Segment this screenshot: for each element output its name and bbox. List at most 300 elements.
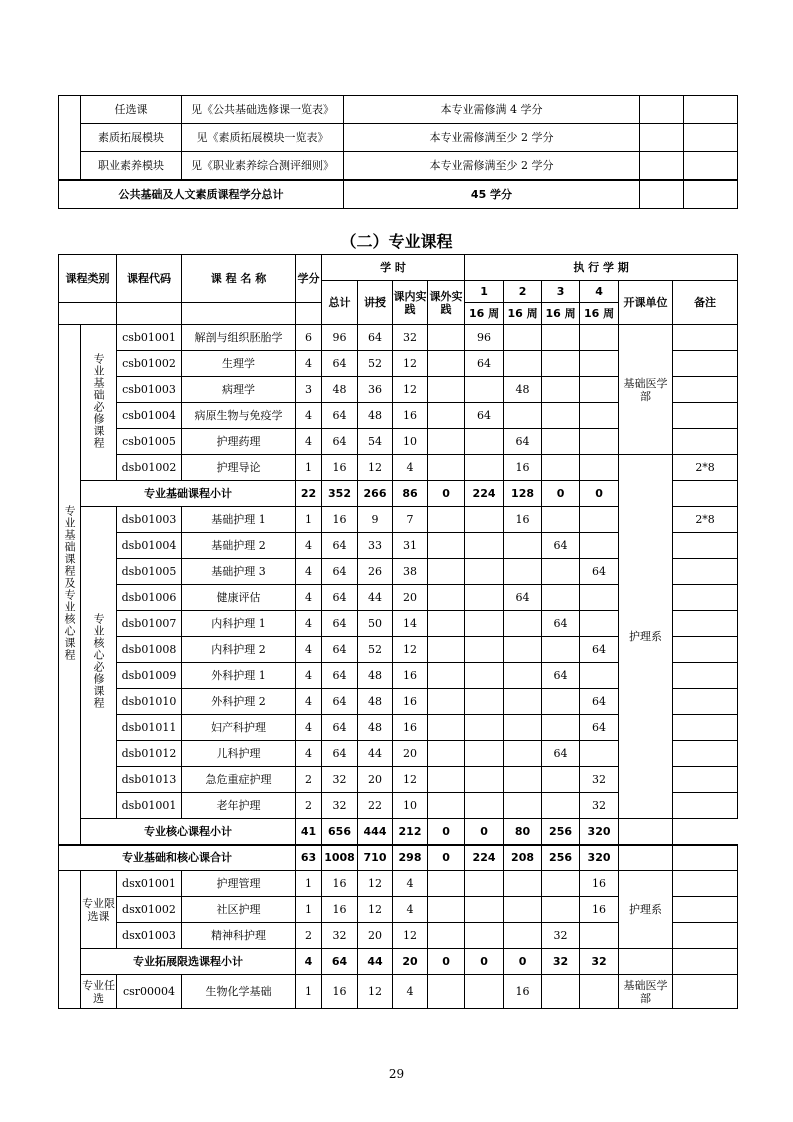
cell-pout (428, 429, 465, 455)
cell-pout (428, 611, 465, 637)
credit-requirement: 本专业需修满至少 2 学分 (344, 124, 640, 152)
credit-requirement: 本专业需修满至少 2 学分 (344, 152, 640, 181)
cell-pout (428, 377, 465, 403)
cell-lec: 44 (358, 741, 393, 767)
cell-s2: 16 (504, 507, 542, 533)
cell-tot: 64 (322, 585, 358, 611)
cell-s4 (580, 663, 619, 689)
dept-basic-med-2: 基础医学部 (619, 975, 673, 1009)
cell-lec: 12 (358, 897, 393, 923)
subtotal-lec: 710 (358, 845, 393, 871)
cell-s2 (504, 663, 542, 689)
cell-s4 (580, 325, 619, 351)
cell-code: dsb01006 (117, 585, 182, 611)
cell-lec: 22 (358, 793, 393, 819)
cell-pout (428, 559, 465, 585)
cell-code: dsb01011 (117, 715, 182, 741)
table-cell (673, 845, 738, 871)
cell-s2 (504, 767, 542, 793)
cell-s3 (542, 351, 580, 377)
cell-code: dsb01008 (117, 637, 182, 663)
cell-name: 病原生物与免疫学 (182, 403, 296, 429)
cell-s4 (580, 533, 619, 559)
subtotal-cr: 4 (296, 949, 322, 975)
cell-tot: 64 (322, 689, 358, 715)
cell-pout (428, 637, 465, 663)
cell-pout (428, 455, 465, 481)
header-code: 课程代码 (117, 255, 182, 303)
cell-lec: 52 (358, 351, 393, 377)
header-hours: 学 时 (322, 255, 465, 281)
header-weeks: 16 周 (580, 303, 619, 325)
table-row (59, 949, 738, 975)
cell-s1: 64 (465, 403, 504, 429)
cell-name: 外科护理 2 (182, 689, 296, 715)
cell-s2: 48 (504, 377, 542, 403)
cell-pin: 16 (393, 689, 428, 715)
cell-lec: 48 (358, 689, 393, 715)
subtotal-s3: 256 (542, 845, 580, 871)
cell-cr: 1 (296, 975, 322, 1009)
cell-note (673, 767, 738, 793)
cell-s3 (542, 767, 580, 793)
cell-name: 解剖与组织胚胎学 (182, 325, 296, 351)
cell-s3 (542, 897, 580, 923)
cell-note (673, 637, 738, 663)
group-limited-label: 专业限选课 (82, 896, 115, 923)
cell-name: 健康评估 (182, 585, 296, 611)
group-elective-label: 专业任选 (82, 978, 115, 1005)
cell-s3 (542, 377, 580, 403)
cell-tot: 32 (322, 793, 358, 819)
cell-s2 (504, 637, 542, 663)
cell-s2: 16 (504, 975, 542, 1009)
cell-s3: 64 (542, 533, 580, 559)
cell-code: dsb01012 (117, 741, 182, 767)
cell-s4 (580, 455, 619, 481)
cell-note (673, 403, 738, 429)
cell-s1 (465, 429, 504, 455)
cell-pout (428, 975, 465, 1009)
cell-name: 儿科护理 (182, 741, 296, 767)
cell-lec: 9 (358, 507, 393, 533)
cell-pin: 12 (393, 377, 428, 403)
table-row (59, 96, 738, 124)
cell-code: csr00004 (117, 975, 182, 1009)
course-table (58, 254, 738, 1009)
page-number: 29 (388, 1067, 405, 1081)
cell-s2 (504, 923, 542, 949)
cell-s2 (504, 611, 542, 637)
cell-cr: 6 (296, 325, 322, 351)
cell-code: dsb01010 (117, 689, 182, 715)
cell-name: 社区护理 (182, 897, 296, 923)
cell-note (673, 663, 738, 689)
cell-pout (428, 325, 465, 351)
cell-name: 精神科护理 (182, 923, 296, 949)
cell-pin: 12 (393, 637, 428, 663)
cell-pin: 16 (393, 403, 428, 429)
combined-total-label: 专业基础和核心课合计 (59, 845, 296, 871)
cell-pout (428, 897, 465, 923)
cell-tot: 64 (322, 715, 358, 741)
table-cell (59, 303, 117, 325)
cell-s2 (504, 559, 542, 585)
cell-cr: 4 (296, 663, 322, 689)
subtotal-pout: 0 (428, 481, 465, 507)
cell-pin: 20 (393, 585, 428, 611)
subtotal-pout: 0 (428, 949, 465, 975)
cell-s1 (465, 741, 504, 767)
cell-s1 (465, 507, 504, 533)
cell-tot: 16 (322, 897, 358, 923)
subtotal-s2: 0 (504, 949, 542, 975)
table-row (59, 455, 738, 481)
cell-pin: 20 (393, 741, 428, 767)
header-notes: 备注 (673, 281, 738, 325)
cell-s4 (580, 611, 619, 637)
table-row (59, 325, 738, 351)
cell-s4 (580, 741, 619, 767)
cell-s1 (465, 871, 504, 897)
cell-s3 (542, 325, 580, 351)
subtotal-pin: 86 (393, 481, 428, 507)
cell-tot: 64 (322, 429, 358, 455)
cell-lec: 26 (358, 559, 393, 585)
cell-cr: 4 (296, 637, 322, 663)
cell-s2 (504, 351, 542, 377)
outer-category-2 (59, 871, 81, 1009)
subtotal-tot: 1008 (322, 845, 358, 871)
cell-note (673, 715, 738, 741)
cell-pout (428, 793, 465, 819)
cell-s4 (580, 507, 619, 533)
cell-s3 (542, 403, 580, 429)
cell-cr: 4 (296, 559, 322, 585)
cell-note (673, 923, 738, 949)
table-row (59, 255, 738, 281)
table-row (59, 152, 738, 181)
subtotal-s4: 32 (580, 949, 619, 975)
cell-tot: 64 (322, 351, 358, 377)
limited-subtotal-label: 专业拓展限选课程小计 (81, 949, 296, 975)
cell-s3: 32 (542, 923, 580, 949)
cell-pin: 4 (393, 455, 428, 481)
cell-cr: 4 (296, 533, 322, 559)
subtotal-tot: 656 (322, 819, 358, 845)
cell-s4: 32 (580, 767, 619, 793)
cell-cr: 2 (296, 923, 322, 949)
cell-lec: 36 (358, 377, 393, 403)
cell-tot: 64 (322, 559, 358, 585)
cell-note (673, 741, 738, 767)
cell-cr: 1 (296, 871, 322, 897)
cell-s3 (542, 689, 580, 715)
subtotal-s1: 224 (465, 845, 504, 871)
cell-tot: 16 (322, 975, 358, 1009)
cell-s4: 64 (580, 559, 619, 585)
group-basic (81, 325, 117, 481)
cell-s1 (465, 455, 504, 481)
cell-code: dsb01004 (117, 533, 182, 559)
cell-pin: 38 (393, 559, 428, 585)
cell-pin: 4 (393, 871, 428, 897)
subtotal-s2: 80 (504, 819, 542, 845)
header-semester: 1 (465, 281, 504, 303)
header-semester: 4 (580, 281, 619, 303)
cell-pin: 12 (393, 351, 428, 377)
subtotal-lec: 444 (358, 819, 393, 845)
cell-code: dsb01001 (117, 793, 182, 819)
header-practice-in: 课内实践 (393, 281, 428, 325)
cell-pin: 10 (393, 429, 428, 455)
cell-pout (428, 663, 465, 689)
dept-nursing: 护理系 (619, 455, 673, 819)
credit-requirement: 本专业需修满 4 学分 (344, 96, 640, 124)
course-reference: 见《公共基础选修课一览表》 (182, 96, 344, 124)
cell-lec: 52 (358, 637, 393, 663)
cell-note (673, 611, 738, 637)
cell-cr: 4 (296, 585, 322, 611)
subtotal-cr: 22 (296, 481, 322, 507)
cell-cr: 1 (296, 507, 322, 533)
subtotal-s1: 0 (465, 819, 504, 845)
cell-pout (428, 767, 465, 793)
table-cell (619, 845, 673, 871)
cell-name: 生物化学基础 (182, 975, 296, 1009)
table-cell (619, 949, 673, 975)
cell-s3: 64 (542, 611, 580, 637)
cell-name: 外科护理 1 (182, 663, 296, 689)
cell-note (673, 897, 738, 923)
cell-s1: 96 (465, 325, 504, 351)
table-cell (296, 303, 322, 325)
subtotal-s2: 208 (504, 845, 542, 871)
cell-note (673, 871, 738, 897)
cell-s3 (542, 637, 580, 663)
subtotal-s4: 320 (580, 819, 619, 845)
header-total: 总计 (322, 281, 358, 325)
cell-s1 (465, 975, 504, 1009)
cell-s4 (580, 351, 619, 377)
cell-cr: 4 (296, 429, 322, 455)
cell-note (673, 377, 738, 403)
table-row (59, 819, 738, 845)
cell-cr: 4 (296, 715, 322, 741)
header-practice-out: 课外实践 (428, 281, 465, 325)
cell-s2 (504, 715, 542, 741)
course-reference: 见《素质拓展模块一览表》 (182, 124, 344, 152)
cell-pout (428, 871, 465, 897)
cell-pout (428, 923, 465, 949)
cell-pin: 32 (393, 325, 428, 351)
cell-s3: 64 (542, 663, 580, 689)
cell-tot: 64 (322, 533, 358, 559)
dept-basic-med: 基础医学部 (619, 325, 673, 455)
cell-s1 (465, 377, 504, 403)
group-core (81, 507, 117, 819)
group-core-label: 专业核心必修课程 (92, 613, 105, 709)
cell-code: dsb01013 (117, 767, 182, 793)
cell-s1 (465, 767, 504, 793)
cell-tot: 64 (322, 741, 358, 767)
table-cell (673, 949, 738, 975)
cell-pout (428, 533, 465, 559)
cell-name: 基础护理 3 (182, 559, 296, 585)
table-row (59, 975, 738, 1009)
header-schedule: 执 行 学 期 (465, 255, 738, 281)
cell-tot: 96 (322, 325, 358, 351)
cell-s4: 64 (580, 637, 619, 663)
cell-name: 老年护理 (182, 793, 296, 819)
cell-tot: 64 (322, 403, 358, 429)
cell-s2: 64 (504, 585, 542, 611)
cell-code: csb01003 (117, 377, 182, 403)
cell-s3 (542, 975, 580, 1009)
cell-s2 (504, 325, 542, 351)
cell-note (673, 429, 738, 455)
table-cell (673, 481, 738, 507)
cell-tot: 32 (322, 767, 358, 793)
cell-lec: 20 (358, 767, 393, 793)
cell-lec: 12 (358, 871, 393, 897)
cell-s2: 64 (504, 429, 542, 455)
cell-s3 (542, 793, 580, 819)
cell-note: 2*8 (673, 455, 738, 481)
subtotal-pin: 298 (393, 845, 428, 871)
basic-subtotal-label: 专业基础课程小计 (81, 481, 296, 507)
group-basic-label: 专业基础必修课程 (92, 352, 105, 449)
cell-code: dsx01001 (117, 871, 182, 897)
cell-tot: 64 (322, 611, 358, 637)
subtotal-s1: 0 (465, 949, 504, 975)
subtotal-cr: 41 (296, 819, 322, 845)
cell-note (673, 533, 738, 559)
cell-pout (428, 351, 465, 377)
section-title: （二）专业课程 (340, 232, 453, 251)
cell-pin: 7 (393, 507, 428, 533)
table-row (59, 871, 738, 897)
course-type: 职业素养模块 (81, 152, 182, 181)
table-cell (619, 819, 673, 845)
cell-s4 (580, 377, 619, 403)
cell-s3 (542, 715, 580, 741)
subtotal-pin: 212 (393, 819, 428, 845)
cell-s3 (542, 507, 580, 533)
cell-s4: 64 (580, 689, 619, 715)
cell-code: dsb01005 (117, 559, 182, 585)
header-credits: 学分 (296, 255, 322, 303)
cell-code: dsx01003 (117, 923, 182, 949)
cell-code: dsb01002 (117, 455, 182, 481)
course-reference: 见《职业素养综合测评细则》 (182, 152, 344, 181)
subtotal-lec: 266 (358, 481, 393, 507)
table-cell (182, 303, 296, 325)
cell-s3 (542, 871, 580, 897)
cell-note (673, 585, 738, 611)
cell-note (673, 325, 738, 351)
cell-lec: 33 (358, 533, 393, 559)
public-course-table (58, 95, 738, 209)
cell-code: csb01004 (117, 403, 182, 429)
cell-pin: 4 (393, 975, 428, 1009)
cell-name: 妇产科护理 (182, 715, 296, 741)
subtotal-s4: 320 (580, 845, 619, 871)
cell-pout (428, 689, 465, 715)
cell-s2: 16 (504, 455, 542, 481)
group-elective (81, 975, 117, 1009)
cell-pout (428, 741, 465, 767)
cell-lec: 12 (358, 455, 393, 481)
cell-tot: 16 (322, 507, 358, 533)
table-cell (117, 303, 182, 325)
subtotal-pin: 20 (393, 949, 428, 975)
cell-s1 (465, 611, 504, 637)
cell-s2 (504, 871, 542, 897)
header-semester: 2 (504, 281, 542, 303)
cell-s2 (504, 793, 542, 819)
subtotal-s3: 256 (542, 819, 580, 845)
cell-cr: 3 (296, 377, 322, 403)
cell-cr: 1 (296, 897, 322, 923)
cell-lec: 44 (358, 585, 393, 611)
cell-tot: 16 (322, 871, 358, 897)
cell-s4: 16 (580, 871, 619, 897)
cell-code: dsb01009 (117, 663, 182, 689)
cell-lec: 20 (358, 923, 393, 949)
cell-name: 护理管理 (182, 871, 296, 897)
total-value: 45 学分 (344, 180, 640, 209)
cell-pin: 10 (393, 793, 428, 819)
cell-code: dsb01007 (117, 611, 182, 637)
cell-pout (428, 715, 465, 741)
cell-s4: 16 (580, 897, 619, 923)
dept-nursing-2: 护理系 (619, 871, 673, 949)
cell-s3 (542, 455, 580, 481)
cell-pin: 12 (393, 923, 428, 949)
subtotal-s3: 32 (542, 949, 580, 975)
cell-s3 (542, 429, 580, 455)
cell-name: 护理导论 (182, 455, 296, 481)
cell-s4 (580, 975, 619, 1009)
cell-code: csb01002 (117, 351, 182, 377)
cell-s1 (465, 637, 504, 663)
cell-s2 (504, 403, 542, 429)
cell-name: 护理药理 (182, 429, 296, 455)
cell-pout (428, 507, 465, 533)
course-type: 任选课 (81, 96, 182, 124)
cell-cr: 4 (296, 403, 322, 429)
cell-s4: 64 (580, 715, 619, 741)
subtotal-lec: 44 (358, 949, 393, 975)
cell-lec: 48 (358, 403, 393, 429)
cell-note (673, 351, 738, 377)
cell-name: 基础护理 1 (182, 507, 296, 533)
subtotal-s1: 224 (465, 481, 504, 507)
cell-tot: 32 (322, 923, 358, 949)
cell-name: 基础护理 2 (182, 533, 296, 559)
course-type: 素质拓展模块 (81, 124, 182, 152)
cell-s1 (465, 689, 504, 715)
subtotal-pout: 0 (428, 845, 465, 871)
cell-s1 (465, 715, 504, 741)
cell-s1 (465, 585, 504, 611)
cell-s2 (504, 741, 542, 767)
cell-cr: 2 (296, 767, 322, 793)
cell-code: dsb01003 (117, 507, 182, 533)
cell-s1 (465, 923, 504, 949)
cell-note (673, 793, 738, 819)
